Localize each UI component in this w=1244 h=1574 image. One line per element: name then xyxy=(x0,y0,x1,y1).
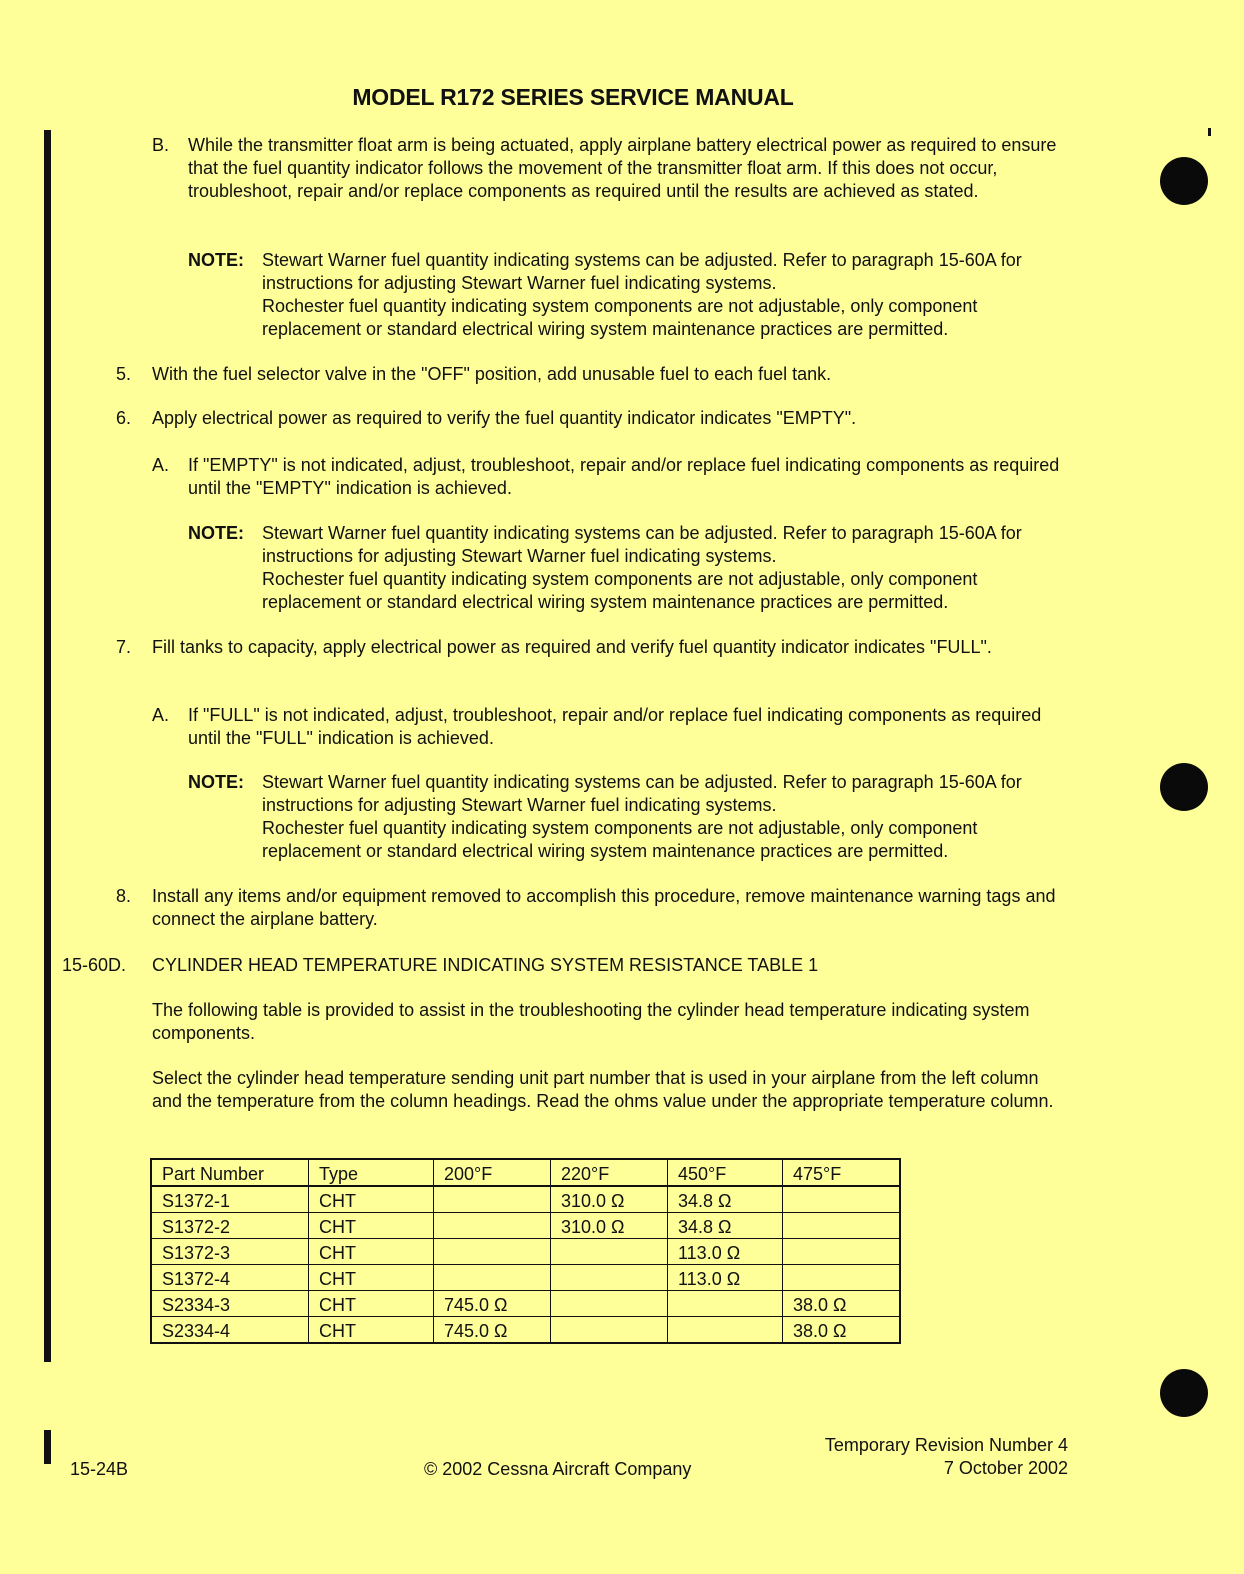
note-label: NOTE: xyxy=(188,523,244,543)
table-row xyxy=(151,1265,900,1291)
table-cell xyxy=(551,1291,668,1317)
note-text: Stewart Warner fuel quantity indicating systems can be adjusted. Refer to paragraph 15-60A for instructions for adjusting Stewart Warner fuel indicating systems. xyxy=(262,523,1022,566)
table-cell: 38.0 Ω xyxy=(783,1291,901,1317)
table-cell: S1372-2 xyxy=(151,1213,309,1239)
step-5-text: With the fuel selector valve in the "OFF" position, add unusable fuel to each fuel tank. xyxy=(152,364,832,384)
table-row xyxy=(151,1239,900,1265)
table-cell: 34.8 Ω xyxy=(668,1186,783,1213)
step-b-text: While the transmitter float arm is being actuated, apply airplane battery electrical power as required to ensure that the fuel quantity indicator follows the movement of the transmitter float arm. If this does not occur, troubleshoot, repair and/or replace components as required until the results are achieved as stated. xyxy=(188,135,1057,201)
table-cell xyxy=(434,1186,551,1213)
step-7-text: Fill tanks to capacity, apply electrical power as required and verify fuel quantity indicator indicates "FULL". xyxy=(152,637,992,657)
table-row xyxy=(151,1317,900,1344)
binder-hole-bottom xyxy=(1160,1369,1208,1417)
table-cell xyxy=(668,1291,783,1317)
table-row xyxy=(151,1291,900,1317)
table-cell: 745.0 Ω xyxy=(434,1317,551,1344)
note-label: NOTE: xyxy=(188,250,244,270)
table-cell xyxy=(668,1317,783,1344)
table-cell xyxy=(783,1265,901,1291)
column-header: Part Number xyxy=(151,1159,309,1186)
page-number: 15-24B xyxy=(70,1459,129,1479)
step-8-text: Install any items and/or equipment removed to accomplish this procedure, remove maintenance warning tags and connect the airplane battery. xyxy=(152,886,1056,929)
table-cell xyxy=(434,1213,551,1239)
step-6a-text: If "EMPTY" is not indicated, adjust, troubleshoot, repair and/or replace fuel indicating components as required until the "EMPTY" indication is achieved. xyxy=(188,455,1060,498)
section-paragraph: The following table is provided to assist in the troubleshooting the cylinder head temperature indicating system components. xyxy=(152,1000,1030,1043)
table-cell: S1372-3 xyxy=(151,1239,309,1265)
table-cell: S1372-4 xyxy=(151,1265,309,1291)
table-cell: 34.8 Ω xyxy=(668,1213,783,1239)
column-header: 220°F xyxy=(551,1159,668,1186)
table-cell xyxy=(783,1186,901,1213)
step-8-label: 8. xyxy=(116,886,132,906)
section-number: 15-60D. xyxy=(62,955,127,975)
table-cell xyxy=(551,1239,668,1265)
table-header-row xyxy=(151,1159,900,1186)
step-b-label: B. xyxy=(152,135,170,155)
step-6a-label: A. xyxy=(152,455,170,475)
column-header: 475°F xyxy=(783,1159,901,1186)
note-text: Stewart Warner fuel quantity indicating systems can be adjusted. Refer to paragraph 15-60A for instructions for adjusting Stewart Warner fuel indicating systems. xyxy=(262,772,1022,815)
table-row xyxy=(151,1213,900,1239)
note-label: NOTE: xyxy=(188,772,244,792)
table-cell: CHT xyxy=(309,1186,434,1213)
table-cell: S1372-1 xyxy=(151,1186,309,1213)
table-cell: 310.0 Ω xyxy=(551,1213,668,1239)
revision-number: Temporary Revision Number 4 xyxy=(824,1435,1068,1455)
note-text: Rochester fuel quantity indicating system components are not adjustable, only component replacement or standard electrical wiring system maintenance practices are permitted. xyxy=(262,296,978,339)
table-cell: 745.0 Ω xyxy=(434,1291,551,1317)
table-row xyxy=(151,1186,900,1213)
table-cell: S2334-3 xyxy=(151,1291,309,1317)
table-cell: CHT xyxy=(309,1291,434,1317)
resistance-table xyxy=(150,1158,901,1344)
step-6-label: 6. xyxy=(116,408,132,428)
column-header: Type xyxy=(309,1159,434,1186)
revision-date: 7 October 2002 xyxy=(943,1458,1068,1478)
table-cell: S2334-4 xyxy=(151,1317,309,1344)
table-cell xyxy=(783,1239,901,1265)
binder-hole-middle xyxy=(1160,763,1208,811)
table-cell xyxy=(551,1265,668,1291)
table-cell xyxy=(783,1213,901,1239)
table-cell xyxy=(551,1317,668,1344)
binder-hole-top xyxy=(1160,157,1208,205)
step-5-label: 5. xyxy=(116,364,132,384)
table-cell: 310.0 Ω xyxy=(551,1186,668,1213)
step-7a-text: If "FULL" is not indicated, adjust, troubleshoot, repair and/or replace fuel indicating components as required until the "FULL" indication is achieved. xyxy=(188,705,1042,748)
section-paragraph: Select the cylinder head temperature sending unit part number that is used in your airplane from the left column and the temperature from the column headings. Read the ohms value under the appropriate temperature column. xyxy=(152,1068,1054,1111)
step-7-label: 7. xyxy=(116,637,132,657)
step-6-text: Apply electrical power as required to verify the fuel quantity indicator indicates "EMPTY". xyxy=(152,408,857,428)
table-cell: CHT xyxy=(309,1239,434,1265)
table-cell: 113.0 Ω xyxy=(668,1265,783,1291)
table-cell: 113.0 Ω xyxy=(668,1239,783,1265)
section-heading: CYLINDER HEAD TEMPERATURE INDICATING SYSTEM RESISTANCE TABLE 1 xyxy=(152,955,819,975)
revision-bar xyxy=(44,130,51,1362)
table-cell xyxy=(434,1265,551,1291)
table-cell: CHT xyxy=(309,1265,434,1291)
table-cell: CHT xyxy=(309,1213,434,1239)
note-text: Rochester fuel quantity indicating system components are not adjustable, only component replacement or standard electrical wiring system maintenance practices are permitted. xyxy=(262,569,978,612)
table-cell: CHT xyxy=(309,1317,434,1344)
scan-speck xyxy=(1208,128,1211,136)
table-cell xyxy=(434,1239,551,1265)
column-header: 200°F xyxy=(434,1159,551,1186)
note-text: Rochester fuel quantity indicating system components are not adjustable, only component replacement or standard electrical wiring system maintenance practices are permitted. xyxy=(262,818,978,861)
page-title: MODEL R172 SERIES SERVICE MANUAL xyxy=(352,84,794,110)
revision-bar-footer xyxy=(44,1430,51,1464)
note-text: Stewart Warner fuel quantity indicating systems can be adjusted. Refer to paragraph 15-60A for instructions for adjusting Stewart Warner fuel indicating systems. xyxy=(262,250,1022,293)
step-7a-label: A. xyxy=(152,705,170,725)
table-cell: 38.0 Ω xyxy=(783,1317,901,1344)
column-header: 450°F xyxy=(668,1159,783,1186)
copyright: © 2002 Cessna Aircraft Company xyxy=(424,1459,692,1479)
